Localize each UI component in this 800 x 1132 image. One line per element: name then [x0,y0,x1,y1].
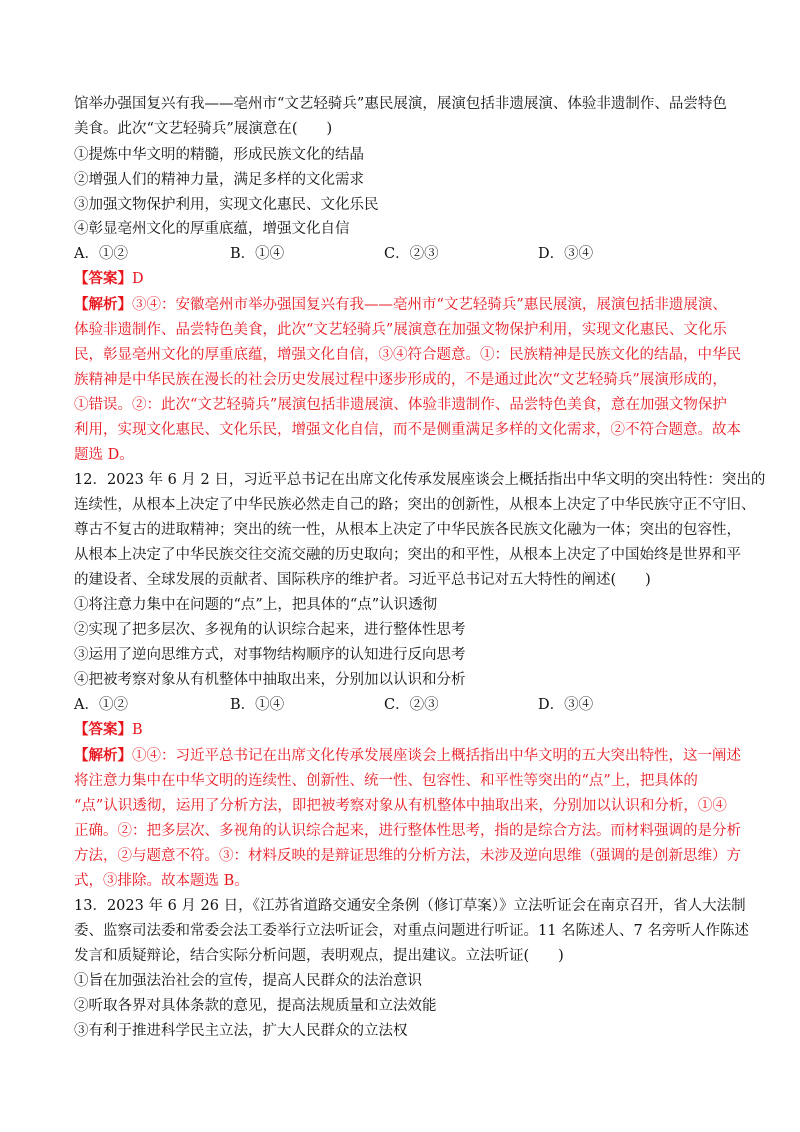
q11-item: ①提炼中华文明的精髓，形成民族文化的结晶 [74,147,364,163]
q12-item: ②实现了把多层次、多视角的认识综合起来，进行整体性思考 [74,622,466,638]
q12-analysis-line: 【解析】①④：习近平总书记在出席文化传承发展座谈会上概括指出中华文明的五大突出特性，这一阐述 [74,747,741,764]
q12-analysis-line: 方法，②与题意不符。③：材料反映的是辩证思维的分析方法，未涉及逆向思维（强调的是创新思维）方 [74,848,741,864]
q12-item: ③运用了逆向思维方式，对事物结构顺序的认知进行反向思考 [74,647,466,663]
q12-analysis-line: 正确。②：把多层次、多视角的认识综合起来，进行整体性思考，指的是综合方法。而材料强调的是分析 [74,823,741,839]
q11-analysis-line: ①错误。②：此次“文艺轻骑兵”展演包括非遗展演、体验非遗制作、品尝特色美食，意在加强文物保护 [74,397,727,413]
q11-item: ②增强人们的精神力量，满足多样的文化需求 [74,172,364,188]
q13-stem-line: 13．2023 年 6 月 26 日，《江苏省道路交通安全条例（修订草案）》立法听证会在南京召开，省人大法制 [74,898,746,914]
option-c: C．②③ [384,246,439,262]
q11-analysis-line: 利用，实现文化惠民、文化乐民，增强文化自信，而不是侧重满足多样的文化需求，②不符合题意。故本 [74,422,741,438]
q12-stem-line: 的建设者、全球发展的贡献者、国际秩序的维护者。习近平总书记对五大特性的阐述( ) [74,572,651,588]
q11-item: ③加强文物保护利用，实现文化惠民、文化乐民 [74,197,379,213]
option-c: C．②③ [384,697,439,713]
option-a: A．①② [74,697,128,713]
analysis-label: 【解析】 [74,296,132,313]
q12-answer [74,720,734,740]
option-d: D．③④ [538,246,594,262]
q12-stem-line: 从根本上决定了中华民族交往交流交融的历史取向；突出的和平性，从根本上决定了中国始终是世界和平 [74,547,741,563]
q13-item: ②听取各界对具体条款的意见，提高法规质量和立法效能 [74,998,437,1014]
q11-analysis-line: 【解析】③④：安徽亳州市举办强国复兴有我——亳州市“文艺轻骑兵”惠民展演，展演包括非遗展演、 [74,296,727,313]
answer-label: 【答案】 [74,721,132,738]
q11-analysis-line: 题选 D。 [74,447,134,463]
option-d: D．③④ [538,697,594,713]
q12-analysis-line: 式，③排除。故本题选 B。 [74,873,249,889]
q12-stem-line: 尊古不复古的进取精神；突出的统一性，从根本上决定了中华民族各民族文化融为一体；突出的包容性， [74,522,741,538]
q11-analysis-line: 民，彰显亳州文化的厚重底蕴，增强文化自信，③④符合题意。①：民族精神是民族文化的结晶，中华民 [74,347,741,363]
q11-answer [74,269,734,289]
q12-analysis-line: 将注意力集中在中华文明的连续性、创新性、统一性、包容性、和平性等突出的“点”上，把具体的 [74,773,698,789]
q13-stem-line: 发言和质疑辩论，结合实际分析问题，表明观点，提出建议。立法听证( ) [74,948,564,964]
q11-stem-line: 美食。此次“文艺轻骑兵”展演意在( ) [74,121,333,137]
q11-stem-line: 馆举办强国复兴有我——亳州市“文艺轻骑兵”惠民展演，展演包括非遗展演、体验非遗制作、品尝特色 [74,96,727,112]
answer-value: D [132,271,144,287]
q13-stem-line: 委、监察司法委和常委会法工委举行立法听证会，对重点问题进行听证。11 名陈述人、7 名旁听人作陈述 [74,923,749,939]
option-b: B．①④ [230,246,285,262]
q12-stem-line: 12．2023 年 6 月 2 日，习近平总书记在出席文化传承发展座谈会上概括指出中华文明的突出特性：突出的 [74,472,766,488]
answer-label: 【答案】 [74,270,132,287]
q11-item: ④彰显亳州文化的厚重底蕴，增强文化自信 [74,221,350,237]
q12-item: ①将注意力集中在问题的“点”上，把具体的“点”认识透彻 [74,597,438,613]
q13-item: ①旨在加强法治社会的宣传，提高人民群众的法治意识 [74,973,422,989]
q13-item: ③有利于推进科学民主立法，扩大人民群众的立法权 [74,1023,408,1039]
option-a: A．①② [74,246,128,262]
answer-value: B [132,722,143,738]
option-b: B．①④ [230,697,285,713]
q12-item: ④把被考察对象从有机整体中抽取出来，分别加以认识和分析 [74,672,466,688]
analysis-label: 【解析】 [74,747,132,764]
q12-stem-line: 连续性，从根本上决定了中华民族必然走自己的路；突出的创新性，从根本上决定了中华民族守正不守旧、 [74,497,756,513]
q12-analysis-line: “点”认识透彻，运用了分析方法，即把被考察对象从有机整体中抽取出来，分别加以认识和分析，①④ [74,798,727,814]
q11-analysis-line: 族精神是中华民族在漫长的社会历史发展过程中逐步形成的，不是通过此次“文艺轻骑兵”展演形成的， [74,372,727,388]
q11-analysis-line: 体验非遗制作、品尝特色美食，此次“文艺轻骑兵”展演意在加强文物保护利用，实现文化惠民、文化乐 [74,322,727,338]
